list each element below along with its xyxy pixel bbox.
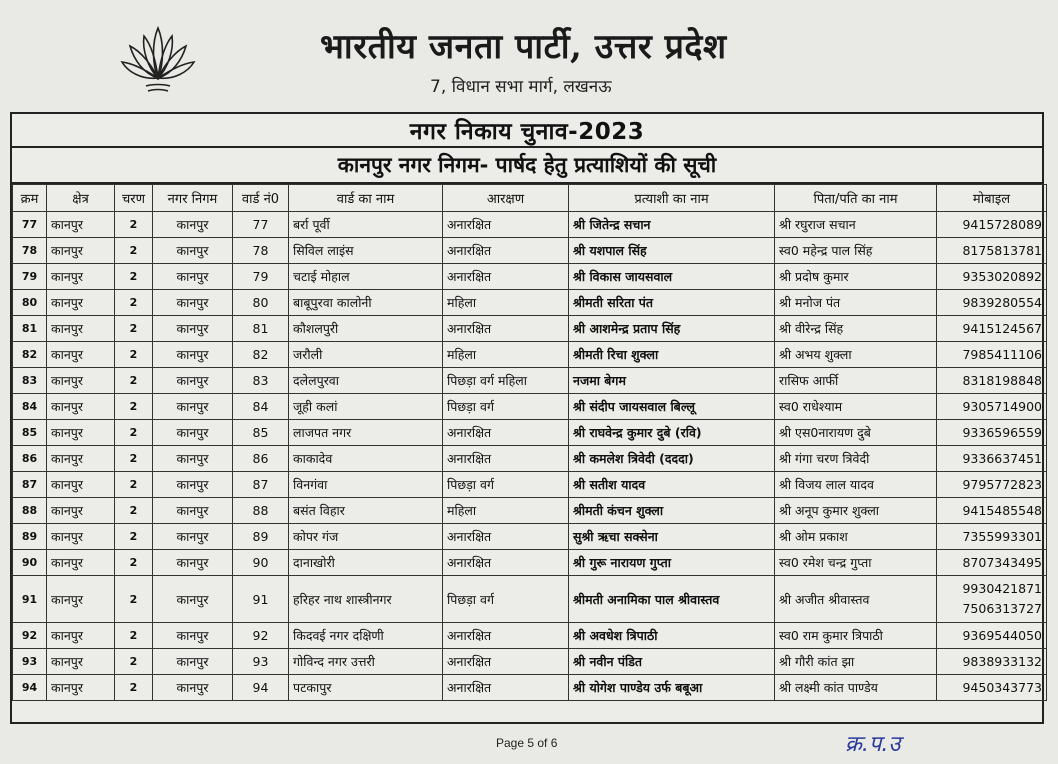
nigam-cell: कानपुर <box>153 524 233 550</box>
nigam-cell: कानपुर <box>153 446 233 472</box>
nigam-cell: कानपुर <box>153 498 233 524</box>
candidate-name-cell: श्री विकास जायसवाल <box>569 264 775 290</box>
column-header-candidate: प्रत्याशी का नाम <box>569 185 775 212</box>
ward-no-cell: 86 <box>233 446 289 472</box>
reservation-cell: पिछड़ा वर्ग <box>443 394 569 420</box>
area-cell: कानपुर <box>47 212 115 238</box>
parent-name-cell: स्व0 राधेश्याम <box>775 394 937 420</box>
serial-cell: 78 <box>13 238 47 264</box>
parent-name-cell: श्री विजय लाल यादव <box>775 472 937 498</box>
candidate-name-cell: श्री संदीप जायसवाल बिल्लू <box>569 394 775 420</box>
parent-name-cell: श्री अनूप कुमार शुक्ला <box>775 498 937 524</box>
reservation-cell: अनारक्षित <box>443 550 569 576</box>
page-number: Page 5 of 6 <box>496 736 558 750</box>
column-header-mobile: मोबाइल <box>937 185 1047 212</box>
phase-cell: 2 <box>115 675 153 701</box>
document-title: नगर निकाय चुनाव-2023 <box>12 114 1042 148</box>
nigam-cell: कानपुर <box>153 675 233 701</box>
parent-name-cell: स्व0 राम कुमार त्रिपाठी <box>775 623 937 649</box>
parent-name-cell: श्री वीरेन्द्र सिंह <box>775 316 937 342</box>
ward-name-cell: कोपर गंज <box>289 524 443 550</box>
phase-cell: 2 <box>115 342 153 368</box>
parent-name-cell: श्री मनोज पंत <box>775 290 937 316</box>
phase-cell: 2 <box>115 649 153 675</box>
phase-cell: 2 <box>115 420 153 446</box>
mobile-cell: 9838933132 <box>937 649 1047 675</box>
reservation-cell: अनारक्षित <box>443 524 569 550</box>
parent-name-cell: रासिफ आर्फी <box>775 368 937 394</box>
table-row <box>13 623 1047 649</box>
table-row <box>13 550 1047 576</box>
phase-cell: 2 <box>115 446 153 472</box>
nigam-cell: कानपुर <box>153 420 233 446</box>
area-cell: कानपुर <box>47 446 115 472</box>
candidate-name-cell: श्री राघवेन्द्र कुमार दुबे (रवि) <box>569 420 775 446</box>
mobile-cell: 9415728089 <box>937 212 1047 238</box>
table-row <box>13 342 1047 368</box>
ward-name-cell: लाजपत नगर <box>289 420 443 446</box>
phase-cell: 2 <box>115 550 153 576</box>
ward-no-cell: 88 <box>233 498 289 524</box>
phase-cell: 2 <box>115 472 153 498</box>
mobile-cell: 9353020892 <box>937 264 1047 290</box>
ward-no-cell: 78 <box>233 238 289 264</box>
nigam-cell: कानपुर <box>153 368 233 394</box>
parent-name-cell: श्री अजीत श्रीवास्तव <box>775 576 937 623</box>
ward-no-cell: 83 <box>233 368 289 394</box>
nigam-cell: कानपुर <box>153 550 233 576</box>
phase-cell: 2 <box>115 290 153 316</box>
column-header-area: क्षेत्र <box>47 185 115 212</box>
ward-no-cell: 81 <box>233 316 289 342</box>
phase-cell: 2 <box>115 368 153 394</box>
serial-cell: 81 <box>13 316 47 342</box>
mobile-cell: 9450343773 <box>937 675 1047 701</box>
mobile-cell: 9336596559 <box>937 420 1047 446</box>
ward-name-cell: बसंत विहार <box>289 498 443 524</box>
column-header-ward-name: वार्ड का नाम <box>289 185 443 212</box>
ward-no-cell: 80 <box>233 290 289 316</box>
serial-cell: 80 <box>13 290 47 316</box>
mobile-cell: 9839280554 <box>937 290 1047 316</box>
ward-name-cell: पटकापुर <box>289 675 443 701</box>
nigam-cell: कानपुर <box>153 576 233 623</box>
ward-no-cell: 82 <box>233 342 289 368</box>
table-row <box>13 212 1047 238</box>
reservation-cell: अनारक्षित <box>443 675 569 701</box>
ward-name-cell: सिविल लाइंस <box>289 238 443 264</box>
area-cell: कानपुर <box>47 264 115 290</box>
ward-name-cell: दानाखोरी <box>289 550 443 576</box>
serial-cell: 79 <box>13 264 47 290</box>
mobile-cell: 9795772823 <box>937 472 1047 498</box>
candidate-name-cell: नजमा बेगम <box>569 368 775 394</box>
phase-cell: 2 <box>115 316 153 342</box>
column-header-ward-no: वार्ड नं0 <box>233 185 289 212</box>
phase-cell: 2 <box>115 623 153 649</box>
area-cell: कानपुर <box>47 675 115 701</box>
candidate-name-cell: श्री गुरू नारायण गुप्ता <box>569 550 775 576</box>
ward-name-cell: बाबूपुरवा कालोनी <box>289 290 443 316</box>
mobile-cell: 8175813781 <box>937 238 1047 264</box>
candidate-name-cell: श्रीमती कंचन शुक्ला <box>569 498 775 524</box>
table-row <box>13 472 1047 498</box>
candidate-table <box>12 184 1047 701</box>
reservation-cell: अनारक्षित <box>443 212 569 238</box>
serial-cell: 94 <box>13 675 47 701</box>
phase-cell: 2 <box>115 576 153 623</box>
area-cell: कानपुर <box>47 576 115 623</box>
reservation-cell: महिला <box>443 342 569 368</box>
serial-cell: 92 <box>13 623 47 649</box>
mobile-cell: 7985411106 <box>937 342 1047 368</box>
document-subtitle: कानपुर नगर निगम- पार्षद हेतु प्रत्याशियों की सूची <box>12 148 1042 184</box>
serial-cell: 87 <box>13 472 47 498</box>
table-row <box>13 394 1047 420</box>
ward-name-cell: गोविन्द नगर उत्तरी <box>289 649 443 675</box>
candidate-list-frame <box>10 112 1044 724</box>
phase-cell: 2 <box>115 238 153 264</box>
area-cell: कानपुर <box>47 342 115 368</box>
ward-no-cell: 84 <box>233 394 289 420</box>
ward-name-cell: दलेलपुरवा <box>289 368 443 394</box>
reservation-cell: अनारक्षित <box>443 238 569 264</box>
area-cell: कानपुर <box>47 472 115 498</box>
area-cell: कानपुर <box>47 498 115 524</box>
ward-no-cell: 85 <box>233 420 289 446</box>
table-row <box>13 316 1047 342</box>
mobile-cell: 8318198848 <box>937 368 1047 394</box>
phase-cell: 2 <box>115 498 153 524</box>
ward-no-cell: 90 <box>233 550 289 576</box>
area-cell: कानपुर <box>47 316 115 342</box>
reservation-cell: अनारक्षित <box>443 649 569 675</box>
nigam-cell: कानपुर <box>153 316 233 342</box>
parent-name-cell: श्री एस0नारायण दुबे <box>775 420 937 446</box>
organization-name: भारतीय जनता पार्टी, उत्तर प्रदेश <box>320 27 727 67</box>
column-header-serial: क्रम <box>13 185 47 212</box>
parent-name-cell: श्री प्रदोष कुमार <box>775 264 937 290</box>
candidate-name-cell: श्री सतीश यादव <box>569 472 775 498</box>
area-cell: कानपुर <box>47 550 115 576</box>
bjp-lotus-logo-icon <box>118 20 198 100</box>
serial-cell: 86 <box>13 446 47 472</box>
nigam-cell: कानपुर <box>153 238 233 264</box>
table-row <box>13 238 1047 264</box>
serial-cell: 85 <box>13 420 47 446</box>
nigam-cell: कानपुर <box>153 649 233 675</box>
parent-name-cell: श्री गंगा चरण त्रिवेदी <box>775 446 937 472</box>
parent-name-cell: स्व0 रमेश चन्द्र गुप्ता <box>775 550 937 576</box>
handwritten-note: क्र.प.उ <box>845 732 901 757</box>
candidate-name-cell: श्रीमती सरिता पंत <box>569 290 775 316</box>
mobile-cell: 9336637451 <box>937 446 1047 472</box>
serial-cell: 89 <box>13 524 47 550</box>
nigam-cell: कानपुर <box>153 623 233 649</box>
table-row <box>13 290 1047 316</box>
mobile-cell: 7355993301 <box>937 524 1047 550</box>
phase-cell: 2 <box>115 394 153 420</box>
reservation-cell: पिछड़ा वर्ग महिला <box>443 368 569 394</box>
table-row <box>13 675 1047 701</box>
reservation-cell: अनारक्षित <box>443 446 569 472</box>
candidate-name-cell: श्री यशपाल सिंह <box>569 238 775 264</box>
area-cell: कानपुर <box>47 623 115 649</box>
ward-name-cell: कौशलपुरी <box>289 316 443 342</box>
table-row <box>13 368 1047 394</box>
nigam-cell: कानपुर <box>153 394 233 420</box>
serial-cell: 84 <box>13 394 47 420</box>
nigam-cell: कानपुर <box>153 472 233 498</box>
phase-cell: 2 <box>115 524 153 550</box>
nigam-cell: कानपुर <box>153 290 233 316</box>
parent-name-cell: श्री ओम प्रकाश <box>775 524 937 550</box>
ward-name-cell: विनगंवा <box>289 472 443 498</box>
area-cell: कानपुर <box>47 420 115 446</box>
ward-no-cell: 87 <box>233 472 289 498</box>
ward-no-cell: 91 <box>233 576 289 623</box>
serial-cell: 83 <box>13 368 47 394</box>
nigam-cell: कानपुर <box>153 212 233 238</box>
column-header-parent: पिता/पति का नाम <box>775 185 937 212</box>
ward-no-cell: 92 <box>233 623 289 649</box>
candidate-name-cell: श्री आशमेन्द्र प्रताप सिंह <box>569 316 775 342</box>
mobile-number-secondary: 7506313727 <box>962 601 1042 616</box>
area-cell: कानपुर <box>47 649 115 675</box>
candidate-name-cell: श्री कमलेश त्रिवेदी (दददा) <box>569 446 775 472</box>
serial-cell: 77 <box>13 212 47 238</box>
serial-cell: 93 <box>13 649 47 675</box>
serial-cell: 91 <box>13 576 47 623</box>
ward-no-cell: 93 <box>233 649 289 675</box>
area-cell: कानपुर <box>47 524 115 550</box>
mobile-cell: 9369544050 <box>937 623 1047 649</box>
column-header-nigam: नगर निगम <box>153 185 233 212</box>
parent-name-cell: स्व0 महेन्द्र पाल सिंह <box>775 238 937 264</box>
reservation-cell: पिछड़ा वर्ग <box>443 576 569 623</box>
table-row <box>13 420 1047 446</box>
mobile-cell: 9305714900 <box>937 394 1047 420</box>
table-row <box>13 649 1047 675</box>
reservation-cell: अनारक्षित <box>443 264 569 290</box>
mobile-cell: 9415124567 <box>937 316 1047 342</box>
parent-name-cell: श्री गौरी कांत झा <box>775 649 937 675</box>
area-cell: कानपुर <box>47 368 115 394</box>
ward-name-cell: चटाई मोहाल <box>289 264 443 290</box>
phase-cell: 2 <box>115 264 153 290</box>
table-row <box>13 576 1047 623</box>
organization-address: 7, विधान सभा मार्ग, लखनऊ <box>430 77 612 97</box>
parent-name-cell: श्री अभय शुक्ला <box>775 342 937 368</box>
ward-no-cell: 94 <box>233 675 289 701</box>
serial-cell: 90 <box>13 550 47 576</box>
ward-name-cell: हरिहर नाथ शास्त्रीनगर <box>289 576 443 623</box>
ward-name-cell: जरौली <box>289 342 443 368</box>
reservation-cell: अनारक्षित <box>443 623 569 649</box>
ward-no-cell: 77 <box>233 212 289 238</box>
reservation-cell: पिछड़ा वर्ग <box>443 472 569 498</box>
phase-cell: 2 <box>115 212 153 238</box>
candidate-name-cell: श्रीमती रिचा शुक्ला <box>569 342 775 368</box>
area-cell: कानपुर <box>47 394 115 420</box>
candidate-name-cell: श्रीमती अनामिका पाल श्रीवास्तव <box>569 576 775 623</box>
table-row <box>13 446 1047 472</box>
table-row <box>13 264 1047 290</box>
ward-name-cell: जूही कलां <box>289 394 443 420</box>
ward-no-cell: 89 <box>233 524 289 550</box>
reservation-cell: अनारक्षित <box>443 316 569 342</box>
reservation-cell: महिला <box>443 498 569 524</box>
ward-name-cell: किदवई नगर दक्षिणी <box>289 623 443 649</box>
table-row <box>13 498 1047 524</box>
serial-cell: 88 <box>13 498 47 524</box>
parent-name-cell: श्री लक्ष्मी कांत पाण्डेय <box>775 675 937 701</box>
area-cell: कानपुर <box>47 238 115 264</box>
column-header-reservation: आरक्षण <box>443 185 569 212</box>
candidate-name-cell: सुश्री ऋचा सक्सेना <box>569 524 775 550</box>
candidate-name-cell: श्री नवीन पंडित <box>569 649 775 675</box>
nigam-cell: कानपुर <box>153 342 233 368</box>
reservation-cell: अनारक्षित <box>443 420 569 446</box>
candidate-name-cell: श्री अवधेश त्रिपाठी <box>569 623 775 649</box>
mobile-cell: 9415485548 <box>937 498 1047 524</box>
serial-cell: 82 <box>13 342 47 368</box>
nigam-cell: कानपुर <box>153 264 233 290</box>
mobile-cell <box>937 576 1047 623</box>
area-cell: कानपुर <box>47 290 115 316</box>
ward-name-cell: काकादेव <box>289 446 443 472</box>
mobile-cell: 8707343495 <box>937 550 1047 576</box>
candidate-name-cell: श्री योगेश पाण्डेय उर्फ बबूआ <box>569 675 775 701</box>
ward-name-cell: बर्रा पूर्वी <box>289 212 443 238</box>
mobile-number: 9930421871 <box>962 581 1042 596</box>
table-header-row <box>13 185 1047 212</box>
table-row <box>13 524 1047 550</box>
reservation-cell: महिला <box>443 290 569 316</box>
parent-name-cell: श्री रघुराज सचान <box>775 212 937 238</box>
ward-no-cell: 79 <box>233 264 289 290</box>
candidate-name-cell: श्री जितेन्द्र सचान <box>569 212 775 238</box>
column-header-phase: चरण <box>115 185 153 212</box>
